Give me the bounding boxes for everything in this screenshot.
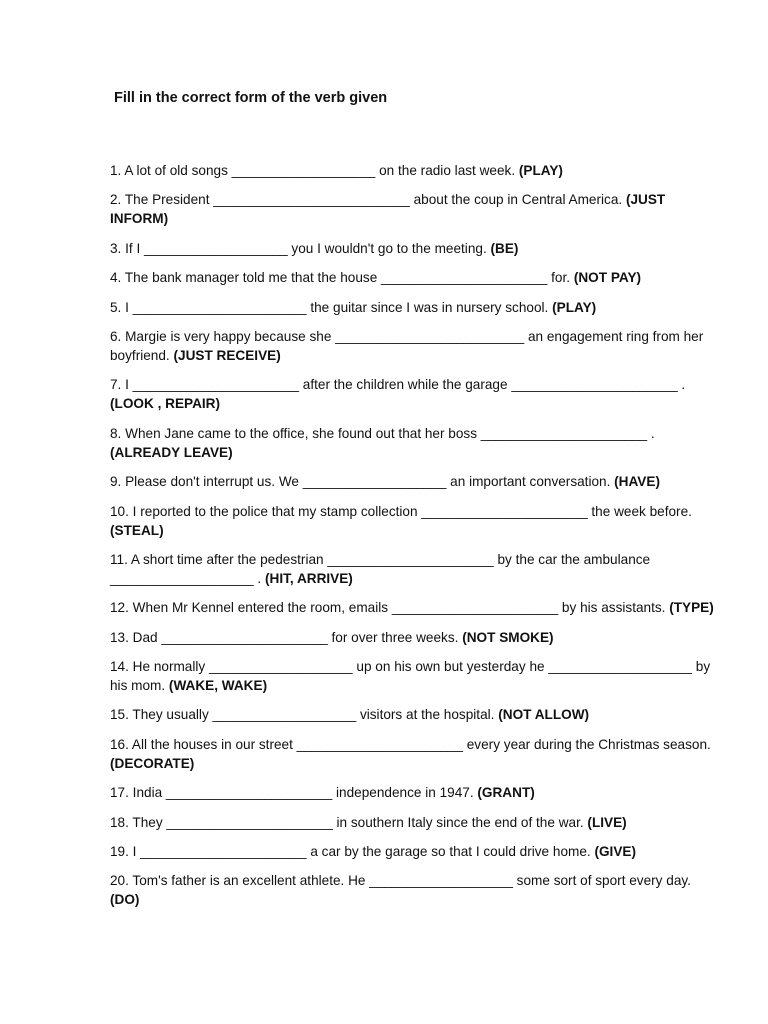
exercise-item [110,239,722,258]
verb-hint: (JUST RECEIVE) [173,347,281,363]
exercise-item [110,472,722,491]
sentence-text: 3. If I ___________________ you I wouldn't go to the meeting. [110,240,491,256]
sentence-text: 12. When Mr Kennel entered the room, emails ______________________ by his assistants. [110,600,670,616]
sentence-text: 10. I reported to the police that my stamp collection ______________________ the week before. [110,503,696,519]
verb-hint: (HIT, ARRIVE) [264,570,353,586]
exercise-list [110,161,722,920]
verb-hint: (LOOK , REPAIR) [110,396,221,412]
verb-hint: (NOT PAY) [573,270,642,286]
sentence-text: 2. The President __________________________ about the coup in Central America. [110,192,626,208]
verb-hint: (NOT SMOKE) [462,629,554,645]
verb-hint: (GIVE) [594,844,636,860]
verb-hint: (ALREADY LEAVE) [110,444,233,460]
exercise-item [110,871,722,909]
sentence-text: 11. A short time after the pedestrian ______________________ by the car the ambulance ___________________ . [110,551,654,586]
sentence-text: 4. The bank manager told me that the house ______________________ for. [110,270,574,286]
sentence-text: 14. He normally ___________________ up on his own but yesterday he ___________________ by his mom. [110,659,714,694]
sentence-text: 20. Tom's father is an excellent athlete. He ___________________ some sort of sport every day. [110,873,695,889]
verb-hint: (WAKE, WAKE) [168,678,268,694]
verb-hint: (JUST INFORM) [110,192,670,227]
exercise-item [110,190,722,228]
exercise-item [110,161,722,180]
exercise-item [110,657,722,695]
sentence-text: 6. Margie is very happy because she _________________________ an engagement ring from her boyfriend. [110,328,708,363]
verb-hint: (BE) [490,240,519,256]
sentence-text: 9. Please don't interrupt us. We ___________________ an important conversation. [110,474,615,490]
sentence-text: 13. Dad ______________________ for over three weeks. [110,629,463,645]
verb-hint: (GRANT) [477,785,535,801]
exercise-item [110,424,722,462]
exercise-item [110,268,722,287]
exercise-item [110,502,722,540]
verb-hint: (PLAY) [518,163,563,178]
verb-hint: (HAVE) [614,474,660,490]
sentence-text: 15. They usually ___________________ visitors at the hospital. [110,707,499,723]
exercise-item [110,813,722,832]
verb-hint: (NOT ALLOW) [498,707,590,723]
exercise-item [110,375,722,413]
exercise-item [110,705,722,724]
sentence-text: 16. All the houses in our street ______________________ every year during the Christmas season. [110,736,715,752]
page-title: Fill in the correct form of the verb given [114,90,388,106]
verb-hint: (STEAL) [110,522,164,538]
exercise-item [110,550,722,588]
sentence-text: 5. I _______________________ the guitar since I was in nursery school. [110,299,553,315]
sentence-text: 8. When Jane came to the office, she found out that her boss ______________________ . [110,425,659,441]
exercise-item [110,783,722,802]
sentence-text: 1. A lot of old songs ___________________ on the radio last week. [110,163,519,178]
sentence-text: 18. They ______________________ in southern Italy since the end of the war. [110,814,588,830]
exercise-item [110,842,722,861]
sentence-text: 19. I ______________________ a car by the garage so that I could drive home. [110,844,595,860]
exercise-item [110,598,722,617]
exercise-item [110,628,722,647]
exercise-item [110,298,722,317]
verb-hint: (TYPE) [669,600,714,616]
sentence-text: 7. I ______________________ after the children while the garage ______________________ . [110,377,689,393]
verb-hint: (DECORATE) [110,755,195,771]
verb-hint: (DO) [110,892,140,908]
exercise-item [110,735,722,773]
verb-hint: (LIVE) [587,814,627,830]
verb-hint: (PLAY) [552,299,597,315]
exercise-item [110,327,722,365]
sentence-text: 17. India ______________________ independence in 1947. [110,785,478,801]
